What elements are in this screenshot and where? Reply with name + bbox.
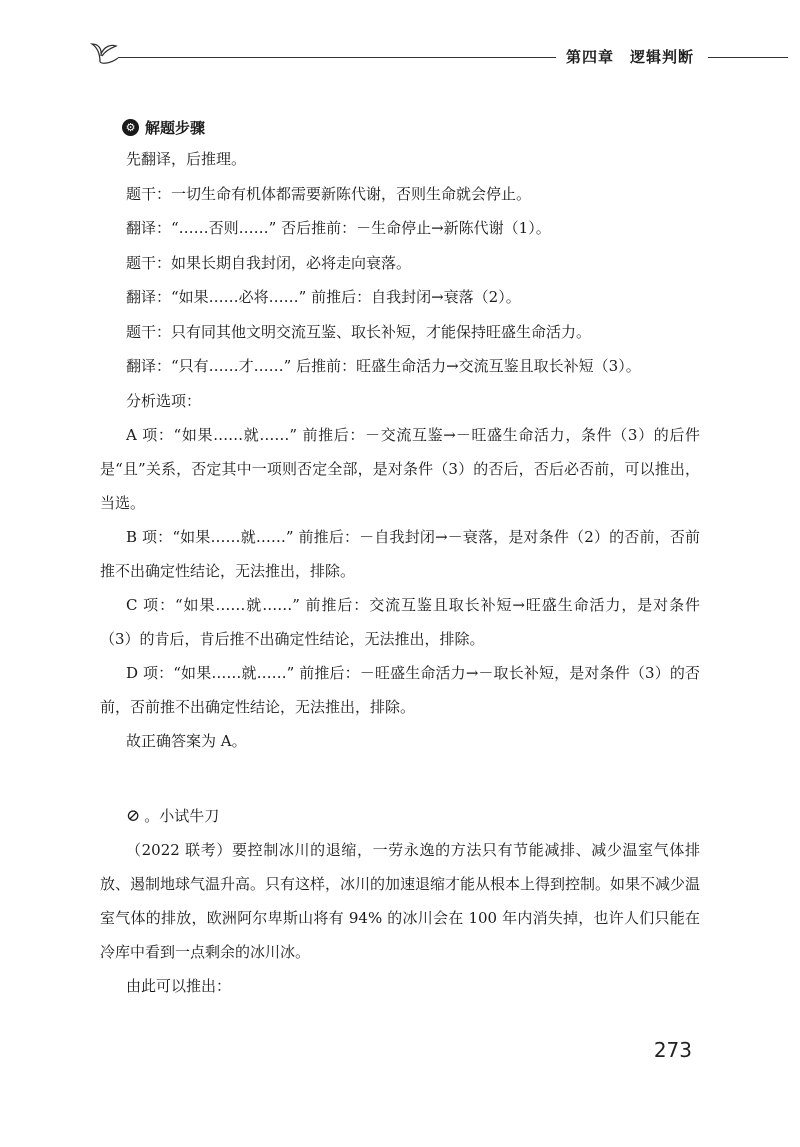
- text-line: 题干：一切生命有机体都需要新陈代谢，否则生命就会停止。: [126, 184, 532, 203]
- option-c: C 项：“如果……就……” 前推后：交流互鉴且取长补短→旺盛生命活力，是对条件（3）的肯后，肯后推不出确定性结论，无法推出，排除。: [100, 596, 700, 648]
- try-it-heading: [126, 799, 700, 833]
- text-line: 题干：只有同其他文明交流互鉴、取长补短，才能保持旺盛生命活力。: [126, 322, 592, 341]
- question-text: （2022 联考）要控制冰川的退缩，一劳永逸的方法只有节能减排、减少温室气体排放、遏制地球气温升高。只有这样，冰川的加速退缩才能从根本上得到控制。如果不减少温室气体的排放，欧洲阿尔卑斯山将有 94% 的冰川会在 100 年内消失掉，也许人们只能在冷库中看到一点剩余的冰川冰。: [100, 840, 701, 961]
- sprout-icon: [88, 38, 128, 68]
- section-heading: [122, 112, 700, 142]
- page-content: [100, 112, 700, 1003]
- try-it-title: 。小试牛刀: [144, 807, 220, 825]
- option-d: D 项：“如果……就……” 前推后：－旺盛生命活力→－取长补短，是对条件（3）的否前，否前推不出确定性结论，无法推出，排除。: [100, 664, 700, 716]
- text-line: 翻译：“只有……才……” 后推前：旺盛生命活力→交流互鉴且取长补短（3）。: [126, 357, 641, 375]
- text-line: 题干：如果长期自我封闭，必将走向衰落。: [126, 253, 412, 272]
- chapter-title: 逻辑判断: [630, 48, 695, 66]
- text-line: 先翻译，后推理。: [126, 150, 247, 168]
- empty-set-icon: ⊘: [126, 805, 141, 826]
- text-line: 翻译：“……否则……” 否后推前：－生命停止→新陈代谢（1）。: [126, 219, 551, 237]
- text-line: 分析选项：: [126, 391, 202, 410]
- chapter-label: 第四章: [566, 48, 615, 66]
- option-b: B 项：“如果……就……” 前推后：－自我封闭→－衰落，是对条件（2）的否前，否前推不出确定性结论，无法推出，排除。: [100, 528, 700, 580]
- conclusion: 故正确答案为 A。: [126, 732, 247, 750]
- text-line: 翻译：“如果……必将……” 前推后：自我封闭→衰落（2）。: [126, 288, 521, 306]
- header-rule-left: [118, 57, 624, 58]
- section-title: 解题步骤: [145, 118, 206, 137]
- gear-icon: ⚙: [122, 119, 139, 136]
- option-a: A 项：“如果……就……” 前推后：－交流互鉴→－旺盛生命活力，条件（3）的后件是“且”关系，否定其中一项则否定全部，是对条件（3）的否后，否后必否前，可以推出，当选。: [100, 426, 700, 512]
- page-header: [88, 38, 788, 68]
- question-prompt: 由此可以推出：: [126, 976, 232, 995]
- page-number: 273: [653, 1038, 692, 1062]
- chapter-heading: [556, 46, 704, 67]
- header-rule-right: [708, 57, 788, 58]
